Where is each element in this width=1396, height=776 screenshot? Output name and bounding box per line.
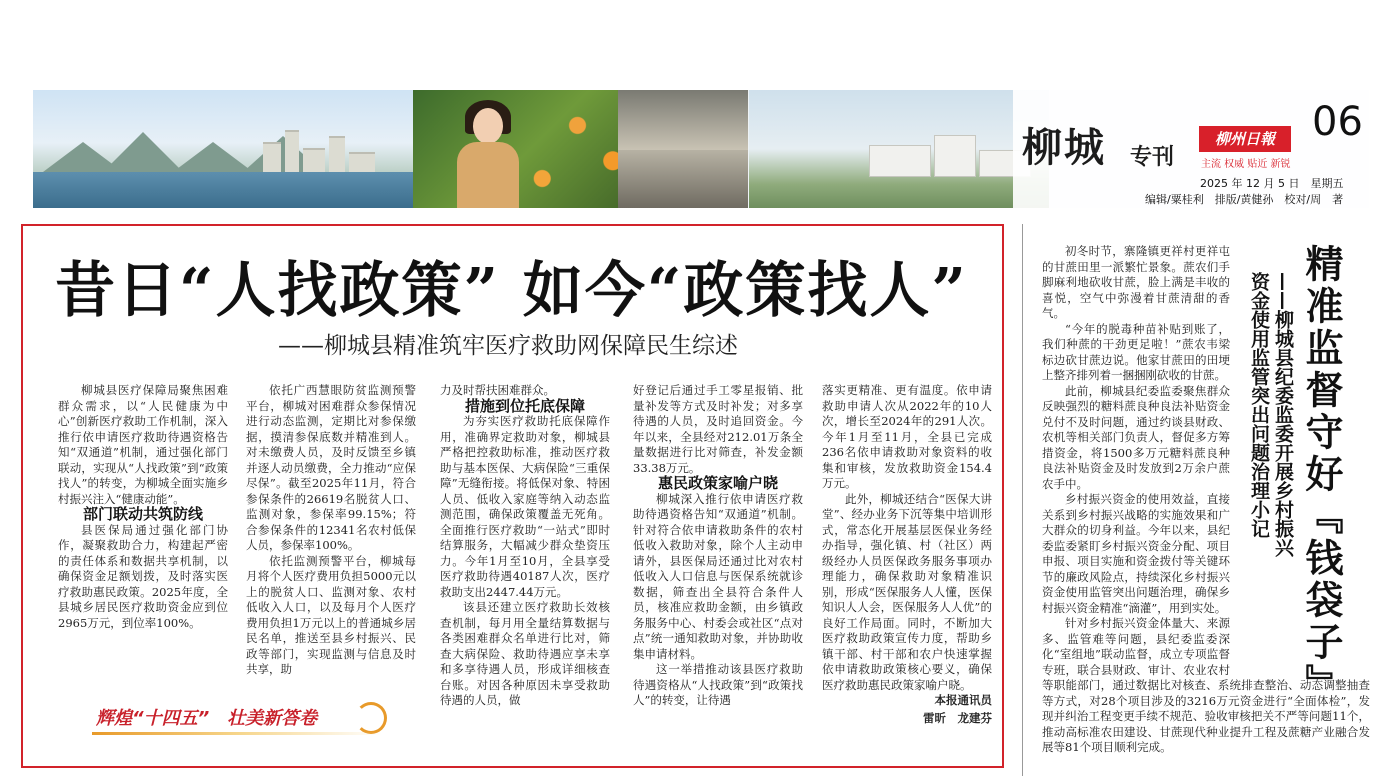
campaign-banner: 辉煌“十四五” 壮美新答卷: [96, 708, 318, 729]
editor-credits: 编辑/粟桂利 排版/黄健孙 校对/周 著: [1145, 193, 1344, 206]
article-column-1: [58, 383, 228, 631]
sugar-warehouse-image: [618, 150, 748, 208]
issue-date: 2025 年 12 月 5 日 星期五: [1200, 177, 1344, 190]
subtitle-line-2: 资金使用监管突出问题治理小记: [1248, 272, 1270, 538]
paragraph: “今年的脱毒种苗补贴到账了，我们种蔗的干劲更足啦！”蔗农韦梁标边砍甘蔗边说。他家甘蔗田的田埂上整齐排列着一捆捆刚砍收的甘蔗。: [1042, 321, 1230, 382]
article-column-2: [246, 383, 416, 678]
newspaper-slogan: 主流 权威 贴近 新锐: [1201, 159, 1291, 170]
paragraph: 好登记后通过手工零星报销、批量补发等方式及时补发；对多享待遇的人员，及时追回资金。今年以来，全县经对212.01万条全量数据进行比对筛查，补发金额33.38万元。: [633, 383, 803, 475]
column-divider: [1022, 224, 1023, 776]
article-headline: 昔日“人找政策” 如今“政策找人”: [55, 256, 968, 326]
side-article-title: 精准监督守好『钱袋子』: [1299, 244, 1344, 706]
article-column-4: [633, 383, 803, 709]
section-heading: 部门联动共筑防线: [82, 505, 203, 523]
paragraph: 初冬时节，寨隆镇更祥村更祥屯的甘蔗田里一派繁忙景象。蔗农们手脚麻利地砍收甘蔗，脸上满是丰收的喜悦，空气中弥漫着甘蔗清甜的香气。: [1042, 244, 1230, 320]
brand-suffix: 专刊: [1130, 144, 1175, 170]
paragraph: 此外，柳城还结合“医保大讲堂”、经办业务下沉等集中培训形式，常态化开展基层医保业务经办指导，强化镇、村（社区）两级经办人员医保政务服务事项办理能力，确保救助对象精准识别，形成“医保服务人人懂，医保知识人人会，医保服务人人优”的良好工作局面。同时，不断加大医疗救助政策宣传力度，帮助乡镇干部、村干部和农户快速掌握依申请救助政策核心要义，确保医疗救助惠民政策家喻户晓。: [822, 491, 992, 692]
brand-title: 柳城: [1022, 124, 1106, 171]
paragraph: 该县还建立医疗救助长效核查机制，每月用全量结算数据与各类困难群众名单进行比对，筛查大病保险、救助待遇应享未享和多享待遇人员，形成详细核查台账。对因各种原因未享受救助待遇的人员，做: [440, 600, 610, 707]
paragraph: 依托监测预警平台，柳城每月将个人医疗费用负担5000元以上的脱贫人口、监测对象、农村低收入人口，以及每月个人医疗费用负担1万元以上的普通城乡居民名单，推送至县乡村振兴、民政等部门，实现监测与信息及时共享，助: [246, 553, 416, 676]
paragraph: 县医保局通过强化部门协作，凝聚救助合力，构建起严密的责任体系和数据共享机制，以确保资金足额划拨，及时落实医疗救助惠民政策。2025年度，全县城乡居民医疗救助资金应到位2965万元，到位率100%。: [58, 522, 228, 630]
newspaper-logo: 柳州日報: [1199, 126, 1291, 152]
paragraph: 力及时帮扶困难群众。: [440, 383, 555, 397]
paragraph: 针对乡村振兴资金体量大、来源多、监管难等问题，县纪委监委深化“室组地”联动监督，成立专项监督专班，联合县财政、审计、农业农村等职能部门，通过数据比对核查、系统排查整治、动态调整抽查等方式，对28个项目涉及的3216万元资金进行“全面体检”，发现并纠治工程变更手续不规范、验收审核把关不严等问题11个，推动高标准农田建设、甘蔗现代种业提升工程及蔗糖产业融合发展等81个项目顺利完成。: [1042, 616, 1370, 754]
factory-interior-image: [618, 90, 748, 150]
paragraph: 乡村振兴资金的使用效益，直接关系到乡村振兴战略的实施效果和广大群众的切身利益。今年以来，县纪委监委紧盯乡村振兴资金分配、项目申报、项目实施和资金拨付等关键环节的廉政风险点，持续深化乡村振兴资金使用监管突出问题治理，确保乡村振兴资金精准“滴灌”，用到实处。: [1042, 492, 1230, 615]
side-article-subtitle: [1247, 272, 1295, 557]
byline-label: 本报通讯员: [934, 693, 992, 707]
paragraph: 为夯实医疗救助托底保障作用，准确界定救助对象，柳城县严格把控救助标准，推动医疗救助与基本医保、大病保险“三重保障”无缝衔接。将低保对象、特困人员、低收入家庭等纳入动态监测范围，确保政策覆盖无死角。全面推行医疗救助“一站式”即时结算服务，大幅减少群众垫资压力。今年1月至10月，全县享受医疗救助待遇40187人次，医疗救助支出2447.44万元。: [440, 414, 610, 599]
section-heading: 惠民政策家喻户晓: [657, 474, 778, 492]
section-heading: 措施到位托底保障: [464, 396, 585, 415]
paragraph: 这一举措推动该县医疗救助待遇资格从“人找政策”到“政策找人”的转变，让待遇: [633, 662, 803, 707]
subtitle-line-1: ——柳城县纪委监委开展乡村振兴: [1272, 272, 1294, 557]
paragraph: 依托广西慧眼防贫监测预警平台，柳城对困难群众参保情况进行动态监测，定期比对参保缴据，摸清参保底数并精准到人。对未缴费人员，及时反馈至乡镇并逐人动员缴费，全力推动“应保尽保”。截至2025年11月，符合参保条件的26619名脱贫人口、监测对象，参保率99.15%；符合参保条件的12341名农村低保人员，参保率100%。: [246, 383, 416, 552]
byline-authors: 雷昕 龙建芬: [923, 710, 992, 725]
article-column-5: [822, 383, 992, 726]
paragraph: 落实更精准、更有温度。依申请救助申请人次从2022年的10人次，增长至2024年的291人次。今年1月至11月，全县已完成236名依申请救助对象资料的收集和审核，发放救助资金154.4万元。: [822, 383, 992, 490]
article-subheadline: ——柳城县精准筑牢医疗救助网保障民生综述: [278, 333, 738, 359]
paragraph: 柳城深入推行依申请医疗救助待遇资格告知“双通道”机制。针对符合依申请救助条件的农村低收入救助对象，除个人主动申请外，县医保局还通过比对农村低收入人口信息与医保系统就诊数据，筛查出全县符合条件人员，核准应救助金额，由乡镇政务服务中心、村委会或社区“点对点”统一通知救助对象，并协助收集申请材料。: [633, 491, 803, 661]
article-column-3: [440, 383, 610, 709]
page-number: 06: [1312, 99, 1363, 145]
orange-harvest-image: [413, 90, 648, 208]
paragraph: 柳城县医疗保障局聚焦困难群众需求，以“人民健康为中心”创新医疗救助工作机制，深入推行依申请医疗救助待遇资格告知“双通道”机制，通过强化部门联动，实现从“人找政策”到“政策找人”的转变，为柳城全面实施乡村振兴注入“健康动能”。: [58, 383, 228, 506]
swirl-icon: [355, 702, 387, 734]
industrial-park-image: [749, 90, 1049, 208]
campaign-underline: [92, 732, 382, 735]
paragraph: 此前，柳城县纪委监委聚焦群众反映强烈的糖料蔗良种良法补贴资金兑付不及时问题，通过约谈县财政、农机等相关部门负责人，督促多方筹措资金，将1500多万元糖料蔗良种良法补贴资金及时发放到2万余户蔗农手中。: [1042, 383, 1230, 491]
